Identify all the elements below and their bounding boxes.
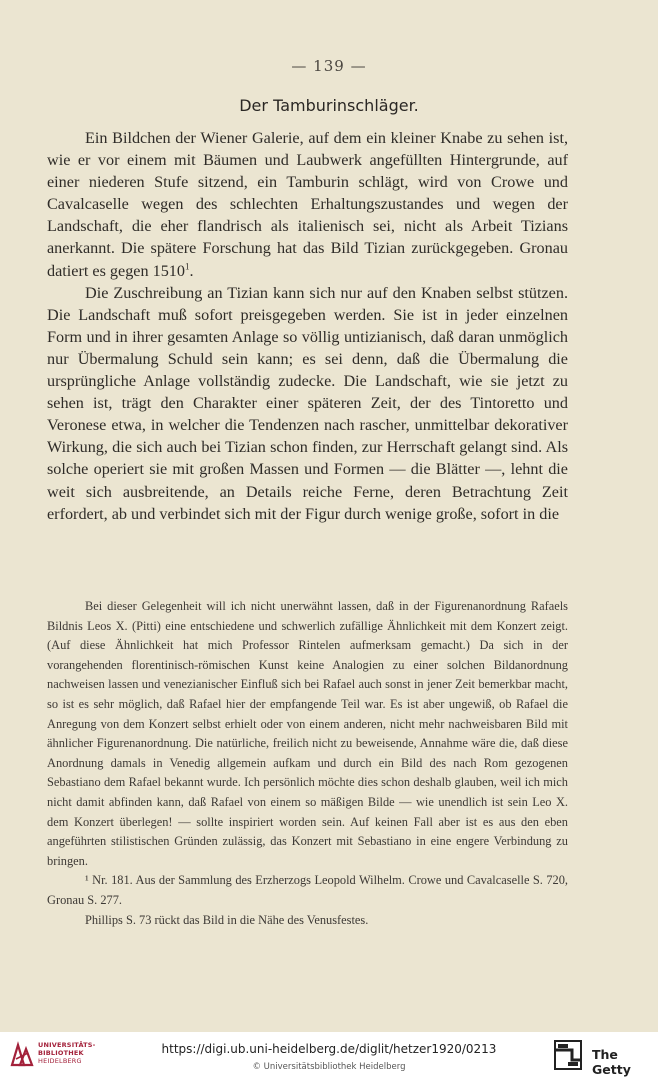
copyright-notice: © Universitätsbibliothek Heidelberg	[252, 1062, 406, 1072]
page-number: — 139 —	[291, 57, 367, 75]
chapter-title: Der Tamburinschläger.	[239, 96, 419, 115]
paragraph-2: Die Zuschreibung an Tizian kann sich nur auf den Knaben selbst stützen. Die Landschaft muß sofort preisgegeben werden. Sie ist in jeder einzelnen Form und in ihrer gesamten Anlage so völlig untizianisch, daß daran unmöglich nur Übermalung Schuld sein kann; es sei denn, daß die Übermalung die ursprüngliche Anlage vollständig zudecke. Die Landschaft, wie sie jetzt zu sehen ist, trägt den Charakter einer späteren Zeit, der des Tintoretto und Veronese etwa, in welcher die Tendenzen nach rascher, unmittelbar dekorativer Wirkung, die sich auch bei Tizian schon finden, zur Herrschaft gelangt sind. Als solche operiert sie mit großen Massen und Formen — die Blätter —, lehnt die weit sich ausbreitende, an Details reiche Ferne, deren Betrachtung Zeit erfordert, ab und verbindet sich mit der Figur durch wenige große, sofort in die	[47, 283, 568, 523]
getty-logo-icon	[554, 1040, 582, 1070]
footnotes	[47, 597, 568, 930]
paragraph-1-end: .	[189, 261, 194, 280]
uni-name-line2: BIBLIOTHEK	[38, 1049, 84, 1057]
paragraph-1	[47, 127, 568, 282]
footnote-1-addendum: Phillips S. 73 rückt das Bild in die Nähe des Venusfestes.	[85, 912, 369, 927]
document-url-link[interactable]: https://digi.ub.uni-heidelberg.de/diglit/hetzer1920/0213	[161, 1042, 497, 1056]
footnote-1: ¹ Nr. 181. Aus der Sammlung des Erzherzogs Leopold Wilhelm. Crowe und Cavalcaselle S. 720, Gronau S. 277.	[47, 873, 568, 907]
uni-name-line3: HEIDELBERG	[38, 1057, 82, 1065]
getty-name: The Getty	[592, 1047, 631, 1077]
footnote-continuation: Bei dieser Gelegenheit will ich nicht unerwähnt lassen, daß in der Figurenanordnung Rafaels Bildnis Leos X. (Pitti) eine entschiedene und schwerlich zufällige Ähnlichkeit mit dem Konzert zeigt. (Auf diese Ähnlichkeit hat mich Professor Rintelen aufmerksam gemacht.) Da sich in der vorangehenden florentinisch-römischen Kunst keine Analogien zu einer solchen Bildanordnung nachweisen lassen und venezianischer Einfluß sich bei Rafael auch sonst in jener Zeit bemerkbar macht, so ist es sehr möglich, daß Rafael hier der empfangende Teil war. Es ist aber ungewiß, ob Rafael die Anregung von dem Konzert selbst erhielt oder von einem anderen, nicht mehr nachweisbaren Bild mit ähnlicher Figurenanordnung. Die natürliche, freilich nicht zu beweisende, Annahme wäre die, daß diese Anordnung damals in Venedig allgemein aufkam und durch ein Bild des nach Rom gezogenen Sebastiano dem Rafael bekannt wurde. Ich persönlich möchte dies schon deshalb glauben, weil ich mich nicht damit abfinden kann, daß Rafael von einem so mäßigen Bilde — wie unendlich ist sein Leo X. dem Konzert überlegen! — sollte inspiriert worden sein. Auf keinen Fall aber ist es aus den eben angeführten stilistischen Gründen zulässig, das Konzert mit Sebastiano in eine engere Verbindung zu bringen.	[47, 599, 568, 868]
viewer-footer	[0, 1032, 658, 1078]
uni-name-line1: UNIVERSITÄTS-	[38, 1041, 96, 1049]
footnote-ref: 1	[185, 261, 190, 272]
main-text	[47, 127, 568, 525]
paragraph-1-text: Ein Bildchen der Wiener Galerie, auf dem ein kleiner Knabe zu sehen ist, wie er vor einem mit Bäumen und Laubwerk angefüllten Hintergrunde, auf einer niederen Stufe sitzend, ein Tamburin schlägt, wird von Crowe und Cavalcaselle wegen des schlechten Erhaltungszustandes und wegen der Landschaft, die eher flandrisch als italienisch sei, nicht als Arbeit Tizians anerkannt. Die spätere Forschung hat das Bild Tizian zurückgegeben. Gronau datiert es gegen 1510	[47, 129, 568, 280]
